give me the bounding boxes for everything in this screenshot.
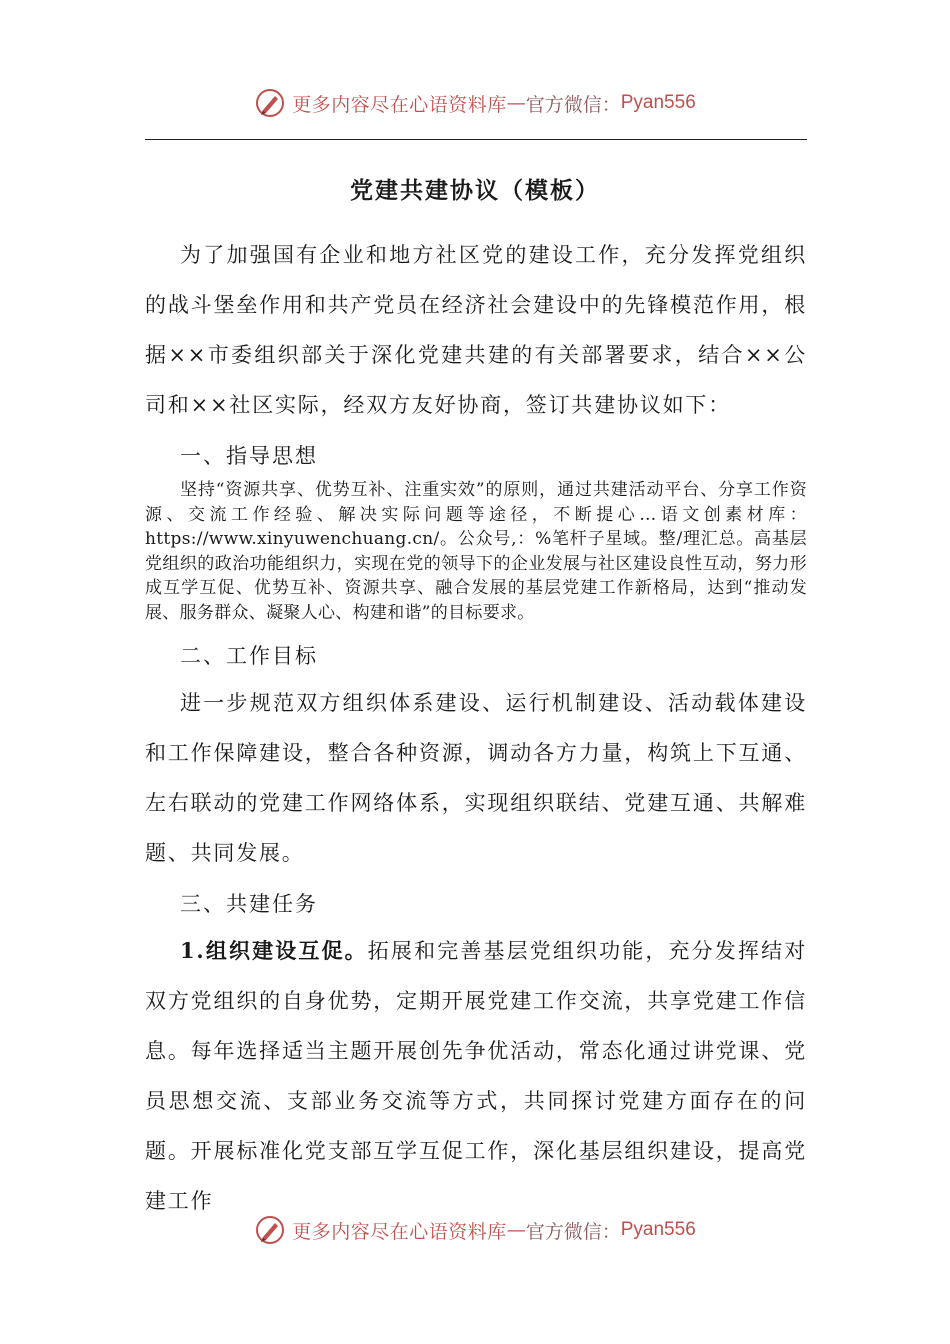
watermark-text: 更多内容尽在心语资料库 [292, 1220, 507, 1243]
task1-title: 1.组织建设互促。 [180, 938, 368, 963]
section2-paragraph: 进一步规范双方组织体系建设、运行机制建设、活动载体建设和工作保障建设，整合各种资源，调动各方力量，构筑上下互通、左右联动的党建工作网络体系，实现组织联结、党建互通、共解难题、共同发展。 [145, 691, 807, 865]
watermark-text: 更多内容尽在心语资料库 [292, 93, 507, 116]
section3-heading: 三、共建任务 [180, 892, 318, 916]
watermark-wechat-label: 官方微信： [525, 1220, 621, 1243]
watermark-wechat-id: Pyan556 [620, 1219, 696, 1240]
watermark-wechat-id: Pyan556 [620, 92, 696, 113]
watermark-dash: — [506, 92, 526, 114]
pen-logo-icon [254, 1214, 286, 1246]
section1-paragraph: 坚持“资源共享、优势互补、注重实效”的原则，通过共建活动平台、分享工作资源、交流工作经验、解决实际问题等途径，不断提心…语文创素材库：https://www.xinyuwenchuang.cn/。公众号,：%笔杆子星域。整/理汇总。高基层党组织的政治功能组织力，实现在党的领导下的企业发展与社区建设良性互动，努力形成互学互促、优势互补、资源共享、融合发展的基层党建工作新格局，达到“推动发展、服务群众、凝聚人心、构建和谐”的目标要求。 [145, 480, 807, 623]
header-divider [145, 139, 807, 140]
task1-paragraph [145, 926, 807, 1226]
section1-heading: 一、指导思想 [180, 444, 318, 468]
intro-paragraph: 为了加强国有企业和地方社区党的建设工作，充分发挥党组织的战斗堡垒作用和共产党员在经济社会建设中的先锋模范作用，根据××市委组织部关于深化党建共建的有关部署要求，结合××公司和××社区实际，经双方友好协商，签订共建协议如下： [145, 243, 807, 417]
section2-heading: 二、工作目标 [180, 644, 318, 668]
pen-logo-icon [254, 87, 286, 119]
watermark-wechat-label: 官方微信： [525, 93, 621, 116]
document-title: 党建共建协议（模板） [350, 177, 600, 204]
footer-watermark [0, 1210, 950, 1250]
watermark-dash: — [506, 1219, 526, 1241]
task1-body: 拓展和完善基层党组织功能，充分发挥结对双方党组织的自身优势，定期开展党建工作交流，共享党建工作信息。每年选择适当主题开展创先争优活动，常态化通过讲党课、党员思想交流、支部业务交流等方式，共同探讨党建方面存在的问题。开展标准化党支部互学互促工作，深化基层组织建设，提高党建工作 [145, 939, 807, 1213]
header-watermark [0, 83, 950, 123]
